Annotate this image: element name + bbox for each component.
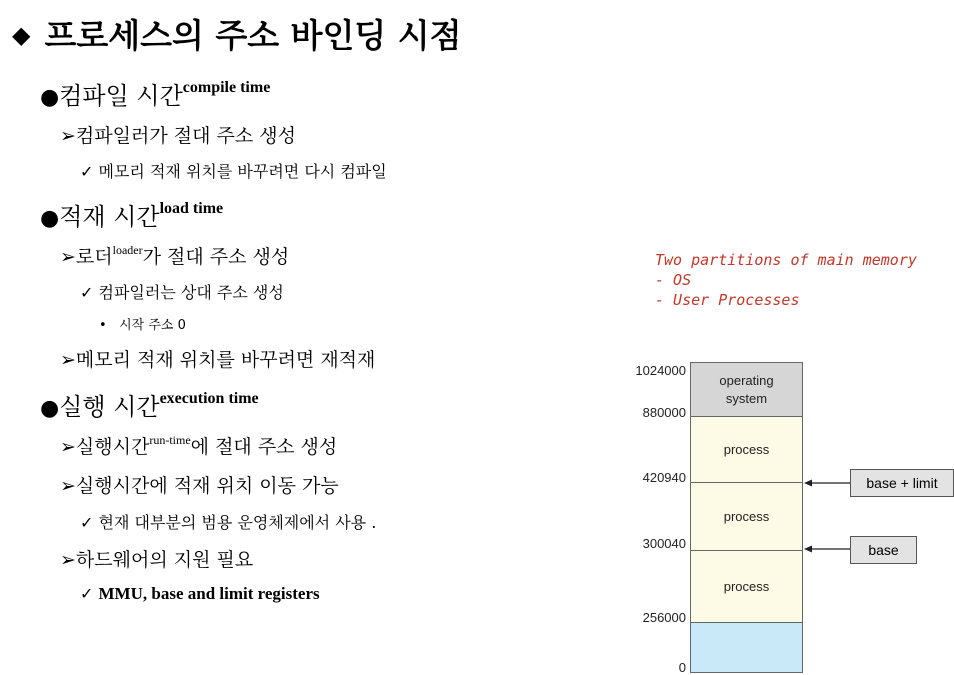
base-register-label: base: [868, 542, 899, 558]
item-load-sub1-1-1: [99, 314, 186, 333]
item-exec-time: [40, 387, 259, 422]
address-label: 1024000: [635, 363, 686, 378]
base-limit-register-label: base + limit: [866, 475, 938, 491]
item-load-time: [40, 197, 223, 232]
item-exec-sub3-1-text: MMU, base and limit registers: [98, 584, 320, 603]
base-limit-register: [850, 469, 954, 497]
arrow-bullet-icon: ➢: [60, 436, 76, 458]
address-label: 256000: [642, 610, 686, 625]
item-compile-time-label: 컴파일 시간: [59, 82, 183, 110]
arrow-head-limit-icon: [804, 480, 812, 487]
item-exec-sub3-text: 하드웨어의 지원 필요: [75, 549, 254, 571]
memory-block-process: [690, 550, 803, 623]
memory-note-line1: Two partitions of main memory: [655, 251, 917, 269]
dot-bullet-icon: •: [99, 318, 107, 333]
item-load-time-en: load time: [159, 200, 224, 217]
memory-note: [655, 250, 917, 310]
arrow-bullet-icon: ➢: [60, 246, 76, 268]
item-load-time-label: 적재 시간: [59, 203, 160, 231]
arrow-bullet-icon: ➢: [60, 549, 76, 571]
arrow-bullet-icon: ➢: [60, 349, 76, 371]
item-exec-sub1-pre: 실행시간: [75, 436, 150, 458]
arrow-bullet-icon: ➢: [60, 125, 76, 147]
item-compile-sub1: [60, 121, 296, 148]
item-exec-time-label: 실행 시간: [59, 393, 160, 421]
item-load-sub2: [60, 345, 375, 372]
memory-block-process-label: process: [723, 442, 770, 457]
item-compile-sub1-1: [80, 159, 387, 182]
check-bullet-icon: ✓: [80, 283, 94, 302]
item-exec-sub3: [60, 545, 253, 572]
memory-block-free: [690, 622, 803, 673]
memory-block-process-label: process: [723, 509, 770, 524]
item-exec-sub2: [60, 471, 339, 498]
circle-bullet-icon: ●: [40, 206, 60, 231]
item-compile-sub1-text: 컴파일러가 절대 주소 생성: [75, 125, 296, 147]
item-load-sub1-pre: 로더: [75, 246, 113, 268]
item-exec-sub2-1: [80, 510, 376, 533]
item-compile-time-en: compile time: [182, 79, 271, 96]
address-label: 0: [678, 660, 686, 675]
memory-block-process: [690, 416, 803, 483]
address-label: 300040: [642, 536, 686, 551]
item-exec-time-en: execution time: [159, 390, 259, 407]
item-load-sub1-1-1-text: 시작 주소 0: [119, 318, 186, 333]
page-title: [12, 10, 461, 57]
item-exec-sub3-1: [80, 584, 320, 604]
item-exec-sub1-post: 에 절대 주소 생성: [190, 436, 338, 458]
memory-block-os: [690, 362, 803, 417]
address-label: 880000: [642, 405, 686, 420]
item-load-sub1-1: [80, 280, 284, 303]
arrow-bullet-icon: ➢: [60, 475, 76, 497]
item-exec-sub1: [60, 432, 337, 459]
item-compile-sub1-1-text: 메모리 적재 위치를 바꾸려면 다시 컴파일: [98, 162, 387, 181]
item-exec-sub1-sup: run-time: [149, 433, 191, 447]
memory-block-os-label: operating system: [719, 372, 774, 406]
item-load-sub2-text: 메모리 적재 위치를 바꾸려면 재적재: [75, 349, 376, 371]
memory-note-line3: - User Processes: [655, 291, 800, 309]
item-load-sub1-sup: loader: [112, 243, 143, 257]
check-bullet-icon: ✓: [80, 513, 94, 532]
check-bullet-icon: ✓: [80, 584, 94, 603]
item-load-sub1-post: 가 절대 주소 생성: [142, 246, 290, 268]
item-load-sub1: [60, 242, 289, 269]
item-exec-sub2-1-text: 현재 대부분의 범용 운영체제에서 사용 .: [98, 513, 377, 532]
item-exec-sub2-text: 실행시간에 적재 위치 이동 가능: [75, 475, 339, 497]
diamond-bullet-icon: ◆: [12, 21, 31, 49]
memory-block-process-label: process: [723, 579, 770, 594]
memory-note-line2: - OS: [655, 271, 692, 289]
arrow-head-base-icon: [804, 546, 812, 553]
item-compile-time: [40, 76, 270, 111]
base-register: [850, 536, 917, 564]
address-label: 420940: [642, 470, 686, 485]
page-title-text: 프로세스의 주소 바인딩 시점: [44, 16, 462, 55]
memory-block-process: [690, 482, 803, 551]
item-load-sub1-1-text: 컴파일러는 상대 주소 생성: [98, 283, 284, 302]
circle-bullet-icon: ●: [40, 85, 60, 110]
circle-bullet-icon: ●: [40, 396, 60, 421]
register-arrows: [800, 475, 852, 555]
check-bullet-icon: ✓: [80, 162, 94, 181]
